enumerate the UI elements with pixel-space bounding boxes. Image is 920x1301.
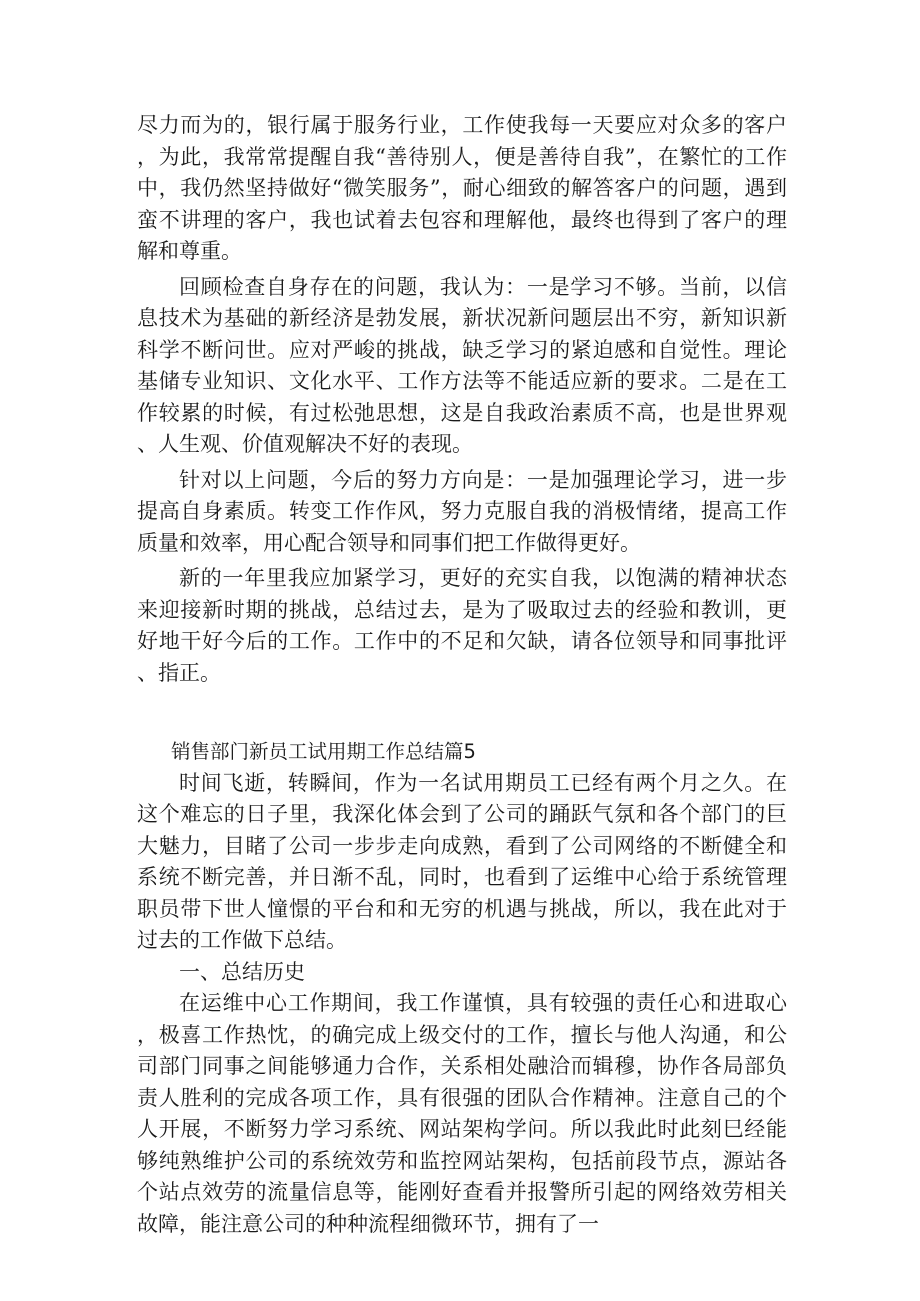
- paragraph-continuation: 尽力而为的，银行属于服务行业，工作使我每一天要应对众多的客户，为此，我常常提醒自我“善待别人，便是善待自我”，在繁忙的工作中，我仍然坚持做好“微笑服务”，耐心细致的解答客户的问题，遇到蛮不讲理的客户，我也试着去包容和理解他，最终也得到了客户的理解和尊重。: [137, 113, 787, 263]
- paragraph-new-year-outlook: 新的一年里我应加紧学习，更好的充实自我，以饱满的精神状态来迎接新时期的挑战，总结过去，是为了吸取过去的经验和教训，更好地干好今后的工作。工作中的不足和欠缺，请各位领导和同事批评、指正。: [137, 566, 787, 685]
- document-body: [137, 110, 787, 1240]
- paragraph-improvement-direction: 针对以上问题，今后的努力方向是：一是加强理论学习，进一步提高自身素质。转变工作作风，努力克服自我的消极情绪，提高工作质量和效率，用心配合领导和同事们把工作做得更好。: [137, 467, 787, 555]
- paragraph-work-details: 在运维中心工作期间，我工作谨慎，具有较强的责任心和进取心，极喜工作热忱，的确完成上级交付的工作，擅长与他人沟通，和公司部门同事之间能够通力合作，关系相处融洽而辑穆，协作各局部负责人胜利的完成各项工作，具有很强的团队合作精神。注意自己的个人开展，不断努力学习系统、网站架构学问。所以我此时此刻巳经能够纯熟维护公司的系统效劳和监控网站架构，包括前段节点，源站各个站点效劳的流量信息等，能刚好查看并报警所引起的网络效劳相关故障，能注意公司的种种流程细微环节，拥有了一: [137, 991, 787, 1236]
- paragraph-problems-review: 回顾检查自身存在的问题，我认为：一是学习不够。当前，以信息技术为基础的新经济是勃发展，新状况新问题层出不穷，新知识新科学不断问世。应对严峻的挑战，缺乏学习的紧迫感和自觉性。理论基储专业知识、文化水平、工作方法等不能适应新的要求。二是在工作较累的时候，有过松弛思想，这是自我政治素质不高，也是世界观、人生观、价值观解决不好的表现。: [137, 274, 787, 456]
- subheading-summary-history: 一、总结历史: [179, 959, 305, 984]
- paragraph-intro: 时间飞逝，转瞬间，作为一名试用期员工已经有两个月之久。在这个难忘的日子里，我深化体会到了公司的踊跃气氛和各个部门的巨大魅力，目睹了公司一步步走向成熟，看到了公司网络的不断健全和系统不断完善，并日渐不乱，同时，也看到了运维中心给于系统管理职员带下世人憧憬的平台和和无穷的机遇与挑战，所以，我在此对于过去的工作做下总结。: [137, 770, 787, 952]
- section-title: 销售部门新员工试用期工作总结篇5: [171, 740, 476, 763]
